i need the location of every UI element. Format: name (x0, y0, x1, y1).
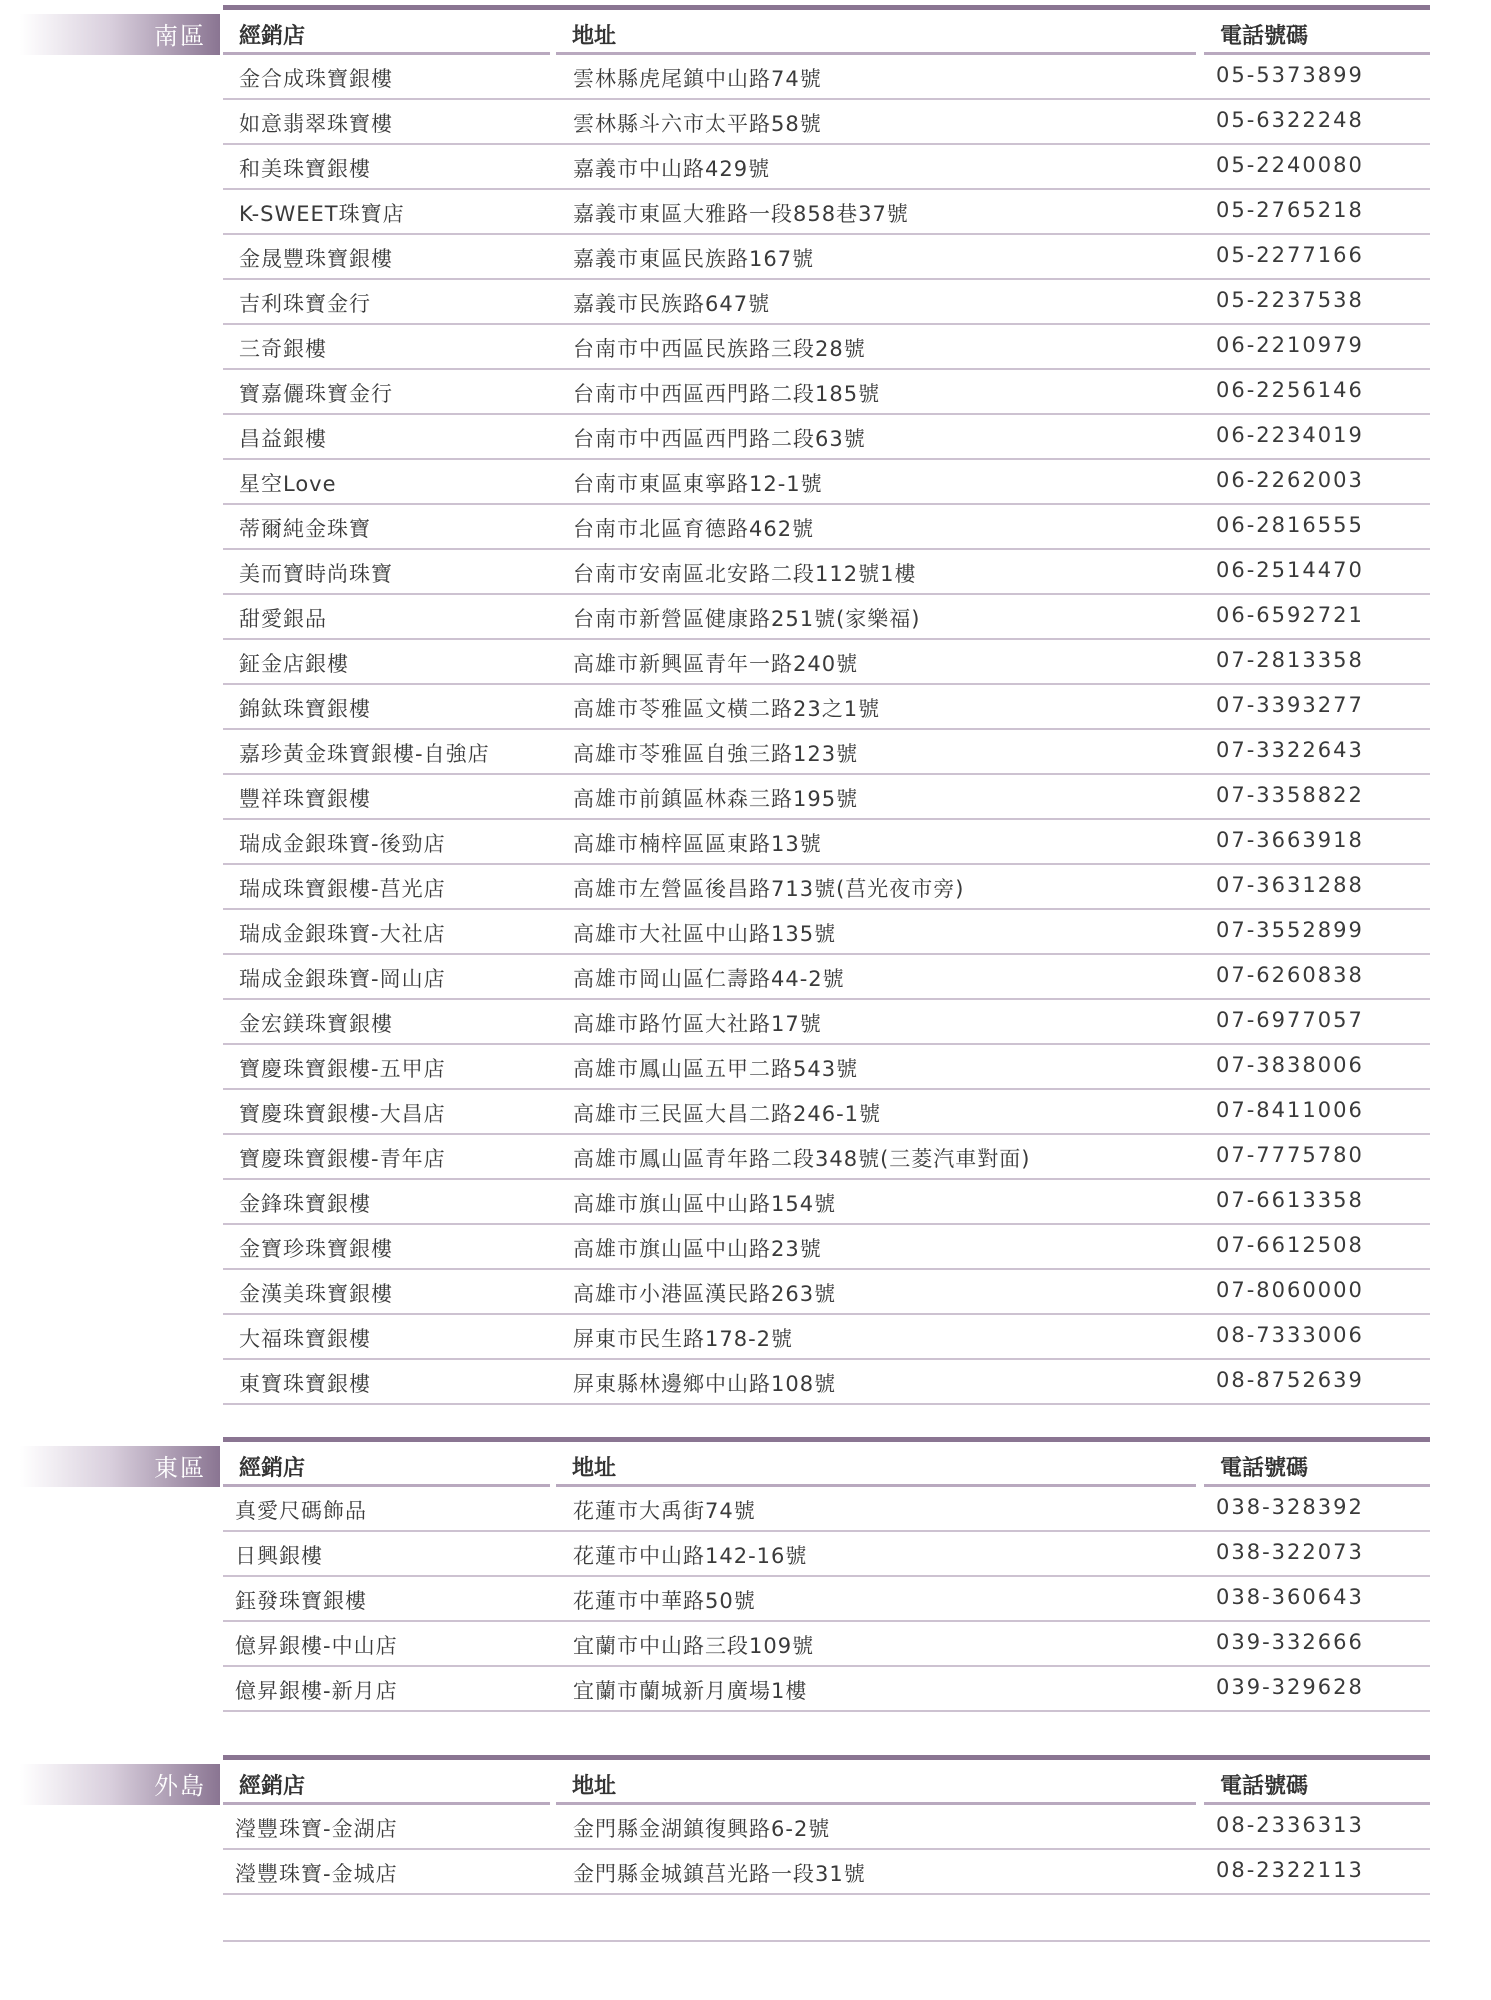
store-address: 嘉義市東區民族路167號 (573, 247, 815, 271)
store-phone: 06-2816555 (1216, 513, 1364, 537)
store-address: 高雄市楠梓區區東路13號 (573, 832, 822, 856)
store-phone: 07-2813358 (1216, 648, 1364, 672)
store-name: 寶嘉儷珠寶金行 (239, 382, 393, 406)
table-row (223, 910, 1430, 955)
store-name: 大福珠寶銀樓 (239, 1327, 371, 1351)
store-name: 鉦金店銀樓 (239, 652, 349, 676)
store-address: 高雄市小港區漢民路263號 (573, 1282, 837, 1306)
store-address: 台南市北區育德路462號 (573, 517, 815, 541)
header-store-label: 經銷店 (239, 1456, 306, 1481)
store-phone: 06-2514470 (1216, 558, 1364, 582)
table-row (223, 1270, 1430, 1315)
store-name: 美而寶時尚珠寶 (239, 562, 393, 586)
store-address: 高雄市左營區後昌路713號(莒光夜市旁) (573, 877, 965, 901)
store-address: 台南市中西區西門路二段185號 (573, 382, 881, 406)
header-phone (1204, 1764, 1430, 1805)
store-name: 寶慶珠寶銀樓-五甲店 (239, 1057, 446, 1081)
store-name: 錦鈦珠寶銀樓 (239, 697, 371, 721)
store-name: 金寶珍珠寶銀樓 (239, 1237, 393, 1261)
table-row (223, 820, 1430, 865)
store-address: 嘉義市民族路647號 (573, 292, 771, 316)
store-phone: 038-322073 (1216, 1540, 1364, 1564)
store-phone: 038-328392 (1216, 1495, 1364, 1519)
store-address: 高雄市苓雅區自強三路123號 (573, 742, 859, 766)
store-phone: 05-2277166 (1216, 243, 1364, 267)
store-address: 雲林縣斗六市太平路58號 (573, 112, 822, 136)
store-address: 台南市安南區北安路二段112號1樓 (573, 562, 917, 586)
table-row (223, 1532, 1430, 1577)
store-name: 金宏鎂珠寶銀樓 (239, 1012, 393, 1036)
store-phone: 07-3838006 (1216, 1053, 1364, 1077)
table-row (223, 325, 1430, 370)
table-row (223, 1180, 1430, 1225)
store-name: 和美珠寶銀樓 (239, 157, 371, 181)
region-tab (20, 1446, 220, 1487)
table-row (223, 1315, 1430, 1360)
table-row (223, 190, 1430, 235)
store-phone: 07-3663918 (1216, 828, 1364, 852)
table-row (223, 1000, 1430, 1045)
store-name: 甜愛銀品 (239, 607, 327, 631)
region-tab (20, 1764, 220, 1805)
page-end-rule (223, 1940, 1430, 1942)
store-phone: 07-6260838 (1216, 963, 1364, 987)
store-name: 瑞成金銀珠寶-大社店 (239, 922, 446, 946)
store-name: 億昇銀樓-新月店 (235, 1679, 398, 1703)
store-address: 高雄市大社區中山路135號 (573, 922, 837, 946)
table-row (223, 640, 1430, 685)
store-phone: 05-6322248 (1216, 108, 1364, 132)
store-address: 台南市新營區健康路251號(家樂福) (573, 607, 921, 631)
table-row (223, 685, 1430, 730)
header-phone-label: 電話號碼 (1220, 24, 1309, 49)
table-row (223, 1225, 1430, 1270)
store-phone: 07-8411006 (1216, 1098, 1364, 1122)
table-row (223, 1577, 1430, 1622)
store-name: 寶慶珠寶銀樓-青年店 (239, 1147, 446, 1171)
header-phone (1204, 14, 1430, 55)
store-address: 花蓮市中華路50號 (573, 1589, 756, 1613)
store-phone: 039-329628 (1216, 1675, 1364, 1699)
store-name: 豐祥珠寶銀樓 (239, 787, 371, 811)
table-row (223, 775, 1430, 820)
store-address: 高雄市旗山區中山路154號 (573, 1192, 837, 1216)
region-label: 外島 (154, 1772, 206, 1800)
header-phone-label: 電話號碼 (1220, 1456, 1309, 1481)
store-phone: 07-3358822 (1216, 783, 1364, 807)
header-store (223, 1446, 550, 1487)
table-row (223, 550, 1430, 595)
header-store-label: 經銷店 (239, 24, 306, 49)
store-name: 瑞成金銀珠寶-岡山店 (239, 967, 446, 991)
store-name: 瀅豐珠寶-金湖店 (235, 1817, 398, 1841)
store-phone: 06-2210979 (1216, 333, 1364, 357)
store-phone: 07-7775780 (1216, 1143, 1364, 1167)
store-phone: 08-8752639 (1216, 1368, 1364, 1392)
header-store (223, 1764, 550, 1805)
store-address: 高雄市旗山區中山路23號 (573, 1237, 822, 1261)
store-name: 東寶珠寶銀樓 (239, 1372, 371, 1396)
store-name: 如意翡翠珠寶樓 (239, 112, 393, 136)
store-name: 瑞成珠寶銀樓-莒光店 (239, 877, 446, 901)
store-phone: 07-3322643 (1216, 738, 1364, 762)
table-row (223, 955, 1430, 1000)
store-phone: 06-2256146 (1216, 378, 1364, 402)
header-address (556, 14, 1196, 55)
store-phone: 07-8060000 (1216, 1278, 1364, 1302)
store-name: 星空Love (239, 472, 337, 496)
store-address: 高雄市前鎮區林森三路195號 (573, 787, 859, 811)
table-row (223, 100, 1430, 145)
table-row (223, 1360, 1430, 1405)
table-row (223, 595, 1430, 640)
table-row (223, 1622, 1430, 1667)
store-address: 嘉義市中山路429號 (573, 157, 771, 181)
store-phone: 05-2237538 (1216, 288, 1364, 312)
store-phone: 07-3631288 (1216, 873, 1364, 897)
store-address: 高雄市鳳山區五甲二路543號 (573, 1057, 859, 1081)
table-row (223, 865, 1430, 910)
store-name: 瑞成金銀珠寶-後勁店 (239, 832, 446, 856)
store-phone: 08-7333006 (1216, 1323, 1364, 1347)
store-address: 屏東市民生路178-2號 (573, 1327, 794, 1351)
header-address (556, 1764, 1196, 1805)
store-phone: 08-2322113 (1216, 1858, 1364, 1882)
store-address: 宜蘭市中山路三段109號 (573, 1634, 815, 1658)
store-address: 花蓮市中山路142-16號 (573, 1544, 808, 1568)
store-phone: 07-3552899 (1216, 918, 1364, 942)
header-address-label: 地址 (572, 24, 617, 49)
store-phone: 06-2262003 (1216, 468, 1364, 492)
header-store (223, 14, 550, 55)
header-address-label: 地址 (572, 1774, 617, 1799)
region-label: 東區 (154, 1454, 206, 1482)
region-tab (20, 14, 220, 55)
store-name: 昌益銀樓 (239, 427, 327, 451)
table-top-rule (223, 5, 1430, 10)
store-name: 真愛尺碼飾品 (235, 1499, 367, 1523)
store-phone: 07-6613358 (1216, 1188, 1364, 1212)
store-name: 日興銀樓 (235, 1544, 323, 1568)
header-address (556, 1446, 1196, 1487)
store-phone: 06-2234019 (1216, 423, 1364, 447)
store-name: 億昇銀樓-中山店 (235, 1634, 398, 1658)
table-row (223, 280, 1430, 325)
store-phone: 07-3393277 (1216, 693, 1364, 717)
store-address: 台南市中西區西門路二段63號 (573, 427, 866, 451)
store-phone: 05-2240080 (1216, 153, 1364, 177)
store-address: 高雄市新興區青年一路240號 (573, 652, 859, 676)
store-phone: 08-2336313 (1216, 1813, 1364, 1837)
header-address-label: 地址 (572, 1456, 617, 1481)
store-address: 嘉義市東區大雅路一段858巷37號 (573, 202, 909, 226)
table-row (223, 1135, 1430, 1180)
table-row (223, 145, 1430, 190)
store-phone: 05-5373899 (1216, 63, 1364, 87)
store-address: 雲林縣虎尾鎮中山路74號 (573, 67, 822, 91)
region-label: 南區 (154, 22, 206, 50)
store-name: 金漢美珠寶銀樓 (239, 1282, 393, 1306)
store-phone: 038-360643 (1216, 1585, 1364, 1609)
store-address: 高雄市鳳山區青年路二段348號(三菱汽車對面) (573, 1147, 1031, 1171)
store-name: 瀅豐珠寶-金城店 (235, 1862, 398, 1886)
table-row (223, 1045, 1430, 1090)
table-row (223, 415, 1430, 460)
table-row (223, 1090, 1430, 1135)
table-row (223, 235, 1430, 280)
table-row (223, 1667, 1430, 1712)
store-address: 台南市中西區民族路三段28號 (573, 337, 866, 361)
store-name: K-SWEET珠寶店 (239, 202, 405, 226)
store-phone: 06-6592721 (1216, 603, 1364, 627)
store-phone: 07-6612508 (1216, 1233, 1364, 1257)
store-name: 金鋒珠寶銀樓 (239, 1192, 371, 1216)
store-name: 三奇銀樓 (239, 337, 327, 361)
store-phone: 05-2765218 (1216, 198, 1364, 222)
store-address: 屏東縣林邊鄉中山路108號 (573, 1372, 837, 1396)
table-row (223, 505, 1430, 550)
store-name: 蒂爾純金珠寶 (239, 517, 371, 541)
store-address: 花蓮市大禹街74號 (573, 1499, 756, 1523)
store-phone: 07-6977057 (1216, 1008, 1364, 1032)
table-row (223, 460, 1430, 505)
store-address: 高雄市岡山區仁壽路44-2號 (573, 967, 845, 991)
store-address: 高雄市三民區大昌二路246-1號 (573, 1102, 882, 1126)
store-address: 金門縣金湖鎮復興路6-2號 (573, 1817, 831, 1841)
store-name: 金晟豐珠寶銀樓 (239, 247, 393, 271)
store-name: 金合成珠寶銀樓 (239, 67, 393, 91)
header-phone (1204, 1446, 1430, 1487)
table-row (223, 1487, 1430, 1532)
header-store-label: 經銷店 (239, 1774, 306, 1799)
table-row (223, 1805, 1430, 1850)
store-address: 台南市東區東寧路12-1號 (573, 472, 823, 496)
store-address: 高雄市路竹區大社路17號 (573, 1012, 822, 1036)
table-row (223, 370, 1430, 415)
table-row (223, 55, 1430, 100)
store-address: 宜蘭市蘭城新月廣場1樓 (573, 1679, 808, 1703)
store-name: 寶慶珠寶銀樓-大昌店 (239, 1102, 446, 1126)
table-top-rule (223, 1755, 1430, 1760)
table-row (223, 730, 1430, 775)
store-name: 嘉珍黃金珠寶銀樓-自強店 (239, 742, 490, 766)
store-phone: 039-332666 (1216, 1630, 1364, 1654)
store-address: 金門縣金城鎮莒光路一段31號 (573, 1862, 866, 1886)
table-row (223, 1850, 1430, 1895)
header-phone-label: 電話號碼 (1220, 1774, 1309, 1799)
store-address: 高雄市苓雅區文橫二路23之1號 (573, 697, 881, 721)
store-name: 吉利珠寶金行 (239, 292, 371, 316)
store-name: 鈺發珠寶銀樓 (235, 1589, 367, 1613)
table-top-rule (223, 1437, 1430, 1442)
